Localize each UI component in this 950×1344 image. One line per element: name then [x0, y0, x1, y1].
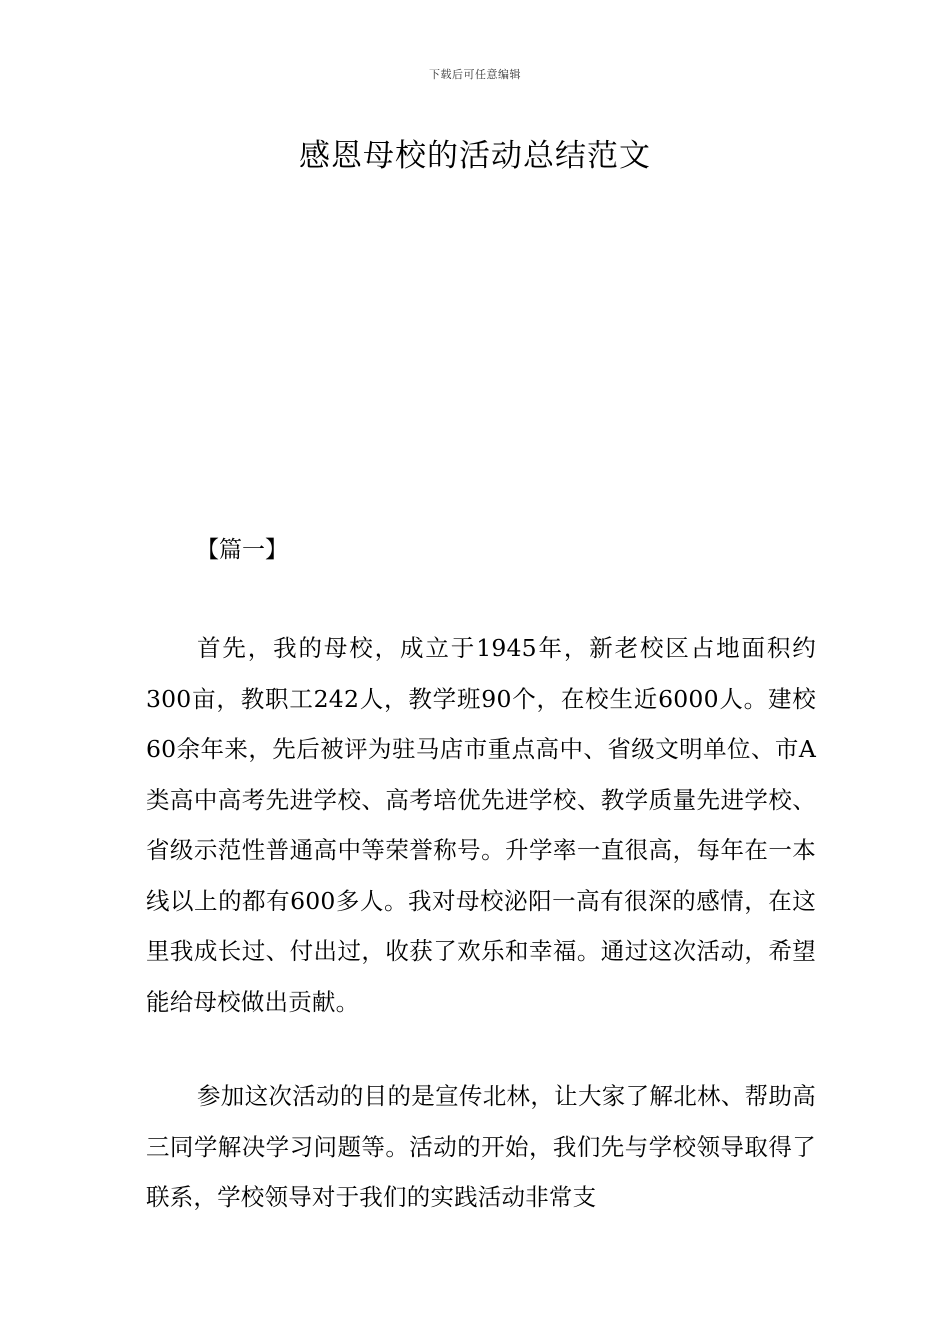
document-title: 感恩母校的活动总结范文	[299, 138, 651, 174]
section-heading: 【篇一】	[196, 537, 288, 563]
body-paragraph: 首先，我的母校，成立于1945年，新老校区占地面积约300亩，教职工242人，教学班90个，在校生近6000人。建校60余年来，先后被评为驻马店市重点高中、省级文明单位、市A类高中高考先进学校、高考培优先进学校、教学质量先进学校、省级示范性普通高中等荣誉称号。升学率一直很高，每年在一本线以上的都有600多人。我对母校泌阳一高有很深的感情，在这里我成长过、付出过，收获了欢乐和幸福。通过这次活动，希望能给母校做出贡献。	[146, 634, 816, 1016]
header-note: 下载后可任意编辑	[429, 68, 521, 81]
body-paragraph: 参加这次活动的目的是宣传北林，让大家了解北林、帮助高三同学解决学习问题等。活动的开始，我们先与学校领导取得了联系，学校领导对于我们的实践活动非常支	[146, 1082, 816, 1211]
